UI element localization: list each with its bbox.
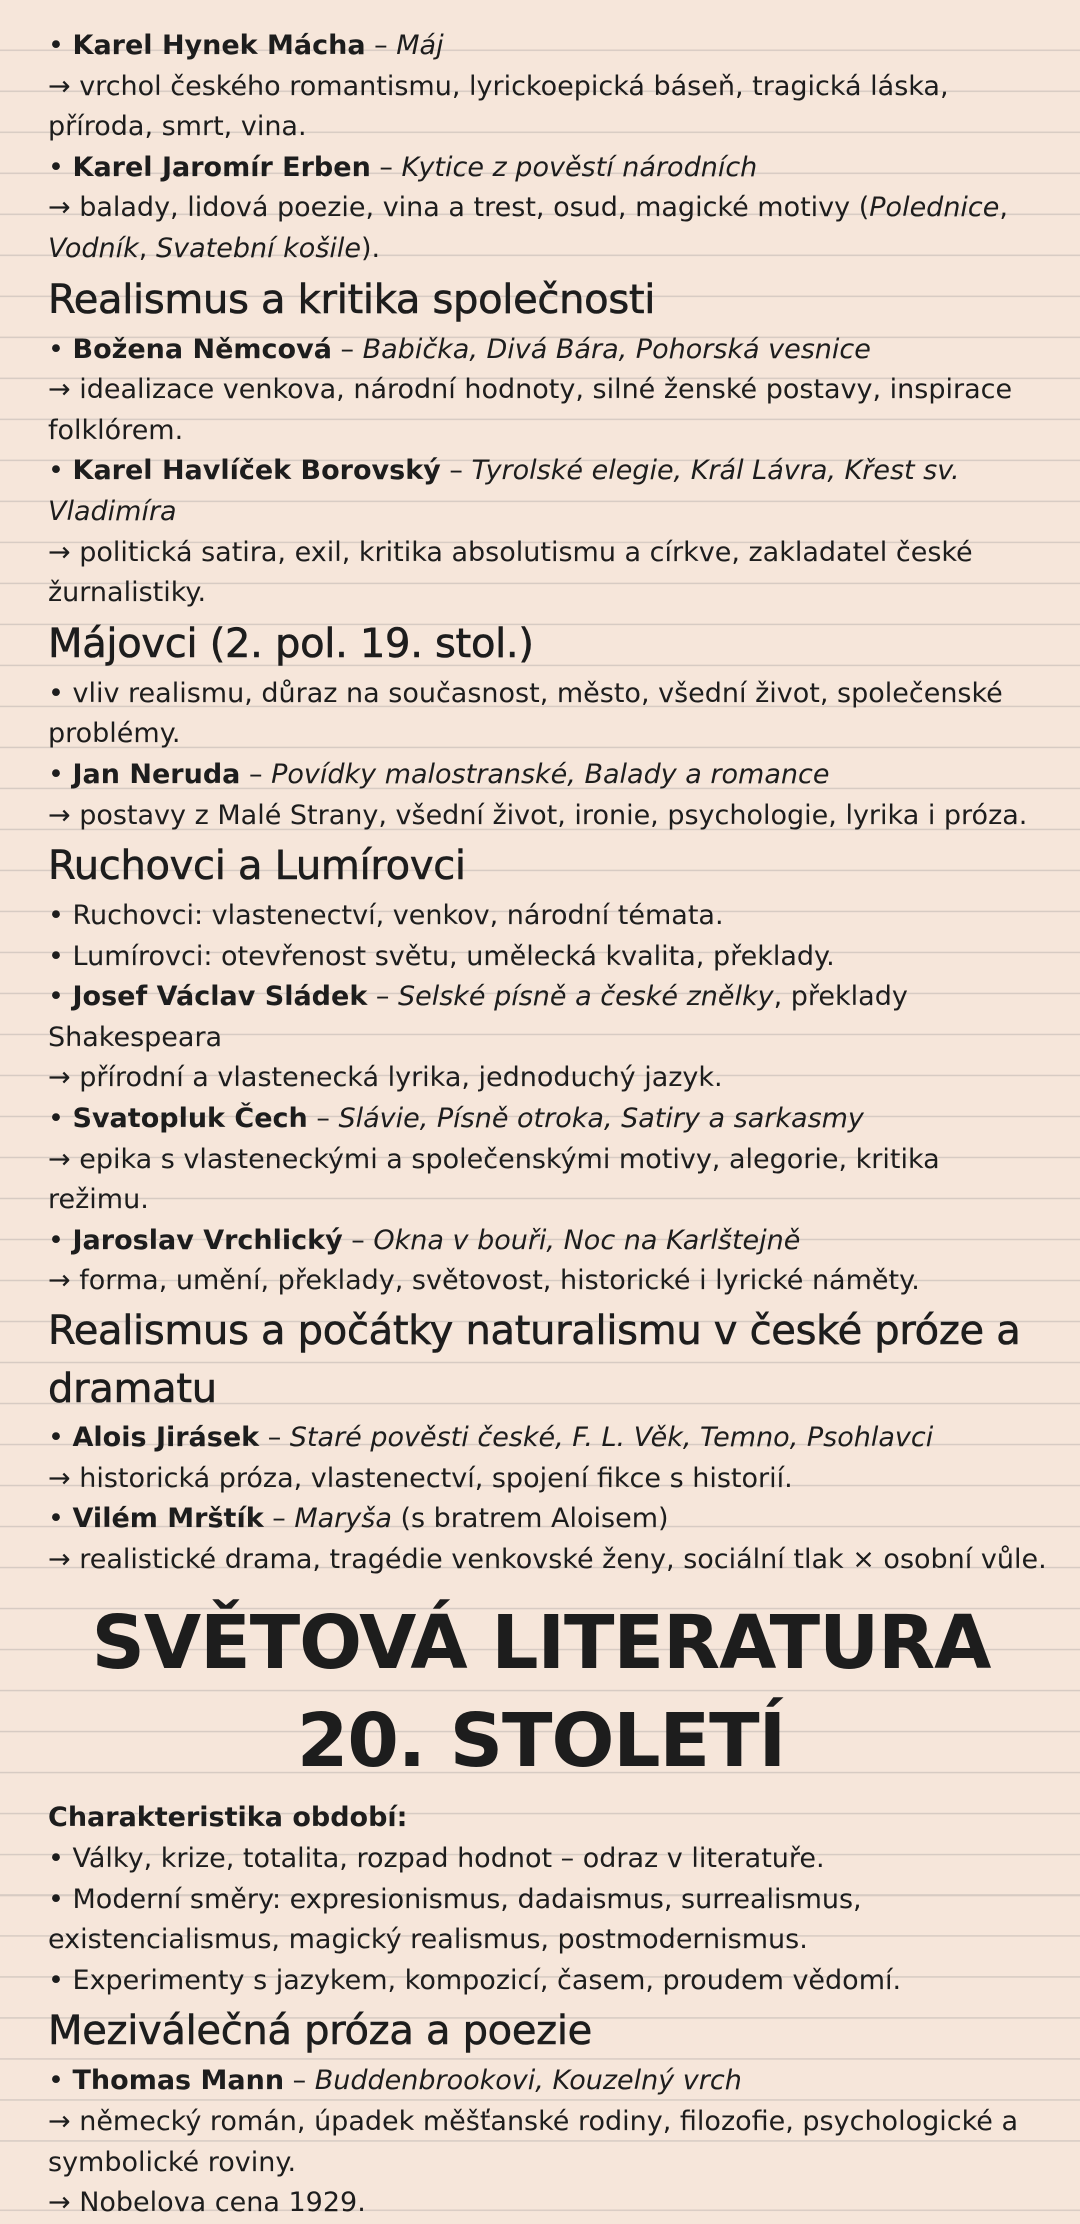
author-entry-neruda: • Jan Neruda – Povídky malostranské, Balady a romance [48, 758, 830, 790]
author-entry-mrstik: • Vilém Mrštík – Maryša (s bratrem Aloisem) [48, 1503, 669, 1535]
works-title: Slávie, Písně otroka, Satiry a sarkasmy [338, 1103, 864, 1135]
author-description: → postavy z Malé Strany, všední život, ironie, psychologie, lyrika i próza. [48, 799, 1028, 831]
works-title: Staré pověsti české, F. L. Věk, Temno, Psohlavci [289, 1422, 934, 1454]
author-description: → politická satira, exil, kritika absolutismu a církve, zakladatel české žurnalistiky. [48, 536, 973, 609]
section-heading-majovci: Májovci (2. pol. 19. stol.) [48, 620, 534, 667]
author-description: → přírodní a vlastenecká lyrika, jednoduchý jazyk. [48, 1062, 723, 1094]
author-description: → Nobelova cena 1929. [48, 2187, 366, 2219]
bullet-point: • Války, krize, totalita, rozpad hodnot – odraz v literatuře. [48, 1843, 825, 1874]
author-name: Vilém Mrštík [72, 1503, 264, 1535]
section-heading-naturalismus: Realismus a počátky naturalismu v české próze a dramatu [48, 1308, 1021, 1413]
works-title: Selské písně a české znělky [397, 981, 774, 1013]
author-entry-sladek: • Josef Václav Sládek – Selské písně a české znělky, překlady Shakespeara [48, 981, 908, 1053]
author-description: → historická próza, vlastenectví, spojení fikce s historií. [48, 1462, 793, 1494]
author-name: Josef Václav Sládek [72, 981, 368, 1013]
author-name: Svatopluk Čech [72, 1103, 308, 1135]
author-name: Karel Havlíček Borovský [72, 455, 441, 487]
author-name: Jan Neruda [72, 758, 241, 790]
author-entry-erben: • Karel Jaromír Erben – Kytice z pověstí národních [48, 151, 758, 183]
author-entry-nemcova: • Božena Němcová – Babička, Divá Bára, Pohorská vesnice [48, 333, 871, 365]
author-entry-jirasek: • Alois Jirásek – Staré pověsti české, F. L. Věk, Temno, Psohlavci [48, 1422, 934, 1454]
subsection-title: Charakteristika období: [48, 1802, 408, 1834]
author-description: → německý román, úpadek měšťanské rodiny, filozofie, psychologické a symbolické roviny. [48, 2105, 1018, 2178]
bullet-point: • Moderní směry: expresionismus, dadaismus, surrealismus, existencialismus, magický realismus, postmodernismus. [48, 1883, 862, 1956]
author-entry-vrchlicky: • Jaroslav Vrchlický – Okna v bouři, Noc na Karlštejně [48, 1224, 801, 1256]
author-description: → realistické drama, tragédie venkovské ženy, sociální tlak × osobní vůle. [48, 1543, 1047, 1575]
works-title: Máj [396, 30, 444, 61]
works-title: Povídky malostranské, Balady a romance [271, 758, 830, 790]
section-heading-mezivalecna: Meziválečná próza a poezie [48, 2008, 592, 2055]
author-description: → forma, umění, překlady, světovost, historické i lyrické náměty. [48, 1265, 920, 1297]
bullet-point: • vliv realismu, důraz na současnost, město, všední život, společenské problémy. [48, 677, 1003, 750]
works-title: Babička, Divá Bára, Pohorská vesnice [362, 333, 871, 365]
author-entry-havlicek: • Karel Havlíček Borovský – Tyrolské elegie, Král Lávra, Křest sv. Vladimíra [48, 455, 960, 527]
works-title: Tyrolské elegie, Král Lávra, Křest sv. Vladimíra [48, 455, 960, 527]
author-name: Karel Jaromír Erben [72, 151, 371, 183]
author-description: → idealizace venkova, národní hodnoty, silné ženské postavy, inspirace folklórem. [48, 374, 1013, 446]
works-title: Maryša [294, 1503, 392, 1535]
bullet-point: • Lumírovci: otevřenost světu, umělecká kvalita, překlady. [48, 940, 835, 972]
section-heading-realismus: Realismus a kritika společnosti [48, 276, 656, 323]
author-description: → vrchol českého romantismu, lyrickoepická báseň, tragická láska, příroda, smrt, vina. [48, 70, 949, 143]
author-name: Jaroslav Vrchlický [72, 1224, 343, 1256]
author-entry-macha: • Karel Hynek Mácha – Máj [48, 30, 444, 61]
author-name: Thomas Mann [72, 2065, 285, 2097]
works-title: Okna v bouři, Noc na Karlštejně [373, 1224, 801, 1256]
author-description: → epika s vlasteneckými a společenskými motivy, alegorie, kritika režimu. [48, 1143, 940, 1216]
author-name: Božena Němcová [72, 333, 332, 365]
author-entry-mann: • Thomas Mann – Buddenbrookovi, Kouzelný vrch [48, 2065, 742, 2097]
works-title: Kytice z pověstí národních [401, 151, 758, 183]
works-title: Buddenbrookovi, Kouzelný vrch [314, 2065, 742, 2097]
author-name: Alois Jirásek [72, 1422, 260, 1454]
bullet-point: • Ruchovci: vlastenectví, venkov, národní témata. [48, 900, 724, 932]
section-heading-ruchovci: Ruchovci a Lumírovci [48, 843, 466, 890]
author-description: → balady, lidová poezie, vina a trest, osud, magické motivy (Polednice, Vodník, Svatební košile). [48, 192, 1008, 264]
chapter-title: SVĚTOVÁ LITERATURA 20. STOLETÍ [91, 1600, 991, 1785]
bullet-point: • Experimenty s jazykem, kompozicí, časem, proudem vědomí. [48, 1964, 902, 1996]
author-name: Karel Hynek Mácha [72, 30, 366, 61]
notes-page [48, 26, 1048, 2224]
author-entry-cech: • Svatopluk Čech – Slávie, Písně otroka, Satiry a sarkasmy [48, 1103, 864, 1135]
